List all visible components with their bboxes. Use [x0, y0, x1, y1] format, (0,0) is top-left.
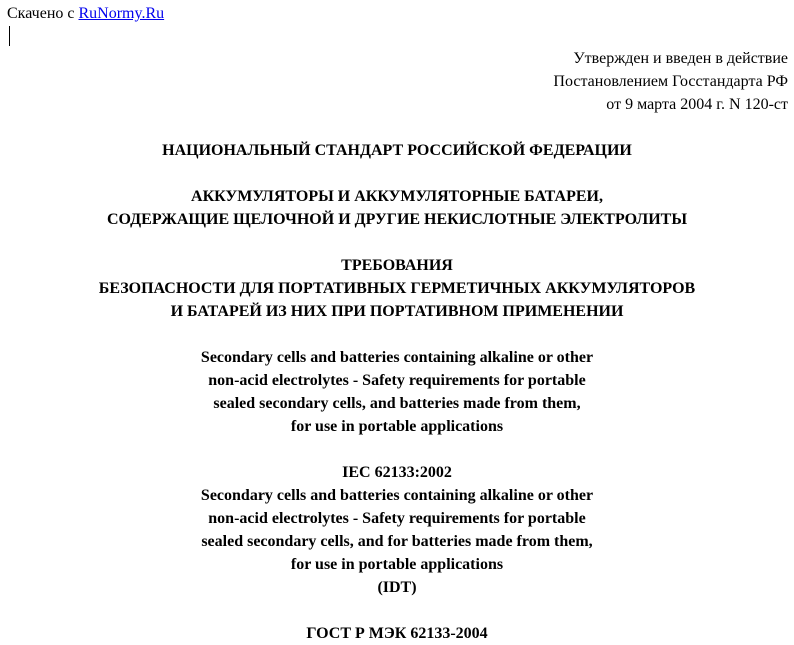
subtitle-ru-line-3: И БАТАРЕЙ ИЗ НИХ ПРИ ПОРТАТИВНОМ ПРИМЕНЕНИИ	[170, 303, 624, 320]
title-en-line-3: sealed secondary cells, and batteries made from them,	[213, 395, 581, 412]
approval-line-3: от 9 марта 2004 г. N 120-ст	[606, 96, 788, 113]
iec-line-2: non-acid electrolytes - Safety requirements for portable	[208, 510, 586, 527]
title-ru-line-1: АККУМУЛЯТОРЫ И АККУМУЛЯТОРНЫЕ БАТАРЕИ,	[191, 188, 603, 205]
text-cursor	[9, 26, 10, 46]
title-en-line-4: for use in portable applications	[290, 418, 504, 435]
iec-block	[0, 461, 794, 599]
title-ru	[0, 185, 794, 231]
gost-code: ГОСТ Р МЭК 62133-2004	[306, 625, 488, 642]
iec-line-1: Secondary cells and batteries containing alkaline or other	[200, 487, 594, 504]
title-en-line-2: non-acid electrolytes - Safety requirements for portable	[208, 372, 586, 389]
subtitle-ru	[0, 254, 794, 323]
downloaded-prefix: Скачено с	[7, 5, 79, 22]
title-en	[0, 346, 794, 438]
title-en-line-1: Secondary cells and batteries containing alkaline or other	[200, 349, 594, 366]
title-ru-line-2: СОДЕРЖАЩИЕ ЩЕЛОЧНОЙ И ДРУГИЕ НЕКИСЛОТНЫЕ ЭЛЕКТРОЛИТЫ	[106, 211, 688, 228]
iec-code: IEC 62133:2002	[342, 464, 452, 481]
subtitle-ru-line-1: ТРЕБОВАНИЯ	[341, 257, 453, 274]
gost-heading	[0, 622, 794, 645]
downloaded-from-line	[7, 4, 164, 24]
approval-line-1: Утвержден и введен в действие	[573, 50, 788, 67]
iec-line-3: sealed secondary cells, and for batteries made from them,	[201, 533, 593, 550]
iec-idt: (IDT)	[377, 579, 417, 596]
national-standard-heading	[0, 139, 794, 162]
iec-line-4: for use in portable applications	[290, 556, 504, 573]
national-standard-text: НАЦИОНАЛЬНЫЙ СТАНДАРТ РОССИЙСКОЙ ФЕДЕРАЦИИ	[162, 142, 632, 159]
approval-line-2: Постановлением Госстандарта РФ	[553, 73, 788, 90]
approval-statement	[553, 47, 788, 116]
subtitle-ru-line-2: БЕЗОПАСНОСТИ ДЛЯ ПОРТАТИВНЫХ ГЕРМЕТИЧНЫХ АККУМУЛЯТОРОВ	[98, 280, 696, 297]
runormy-link[interactable]: RuNormy.Ru	[78, 5, 165, 22]
